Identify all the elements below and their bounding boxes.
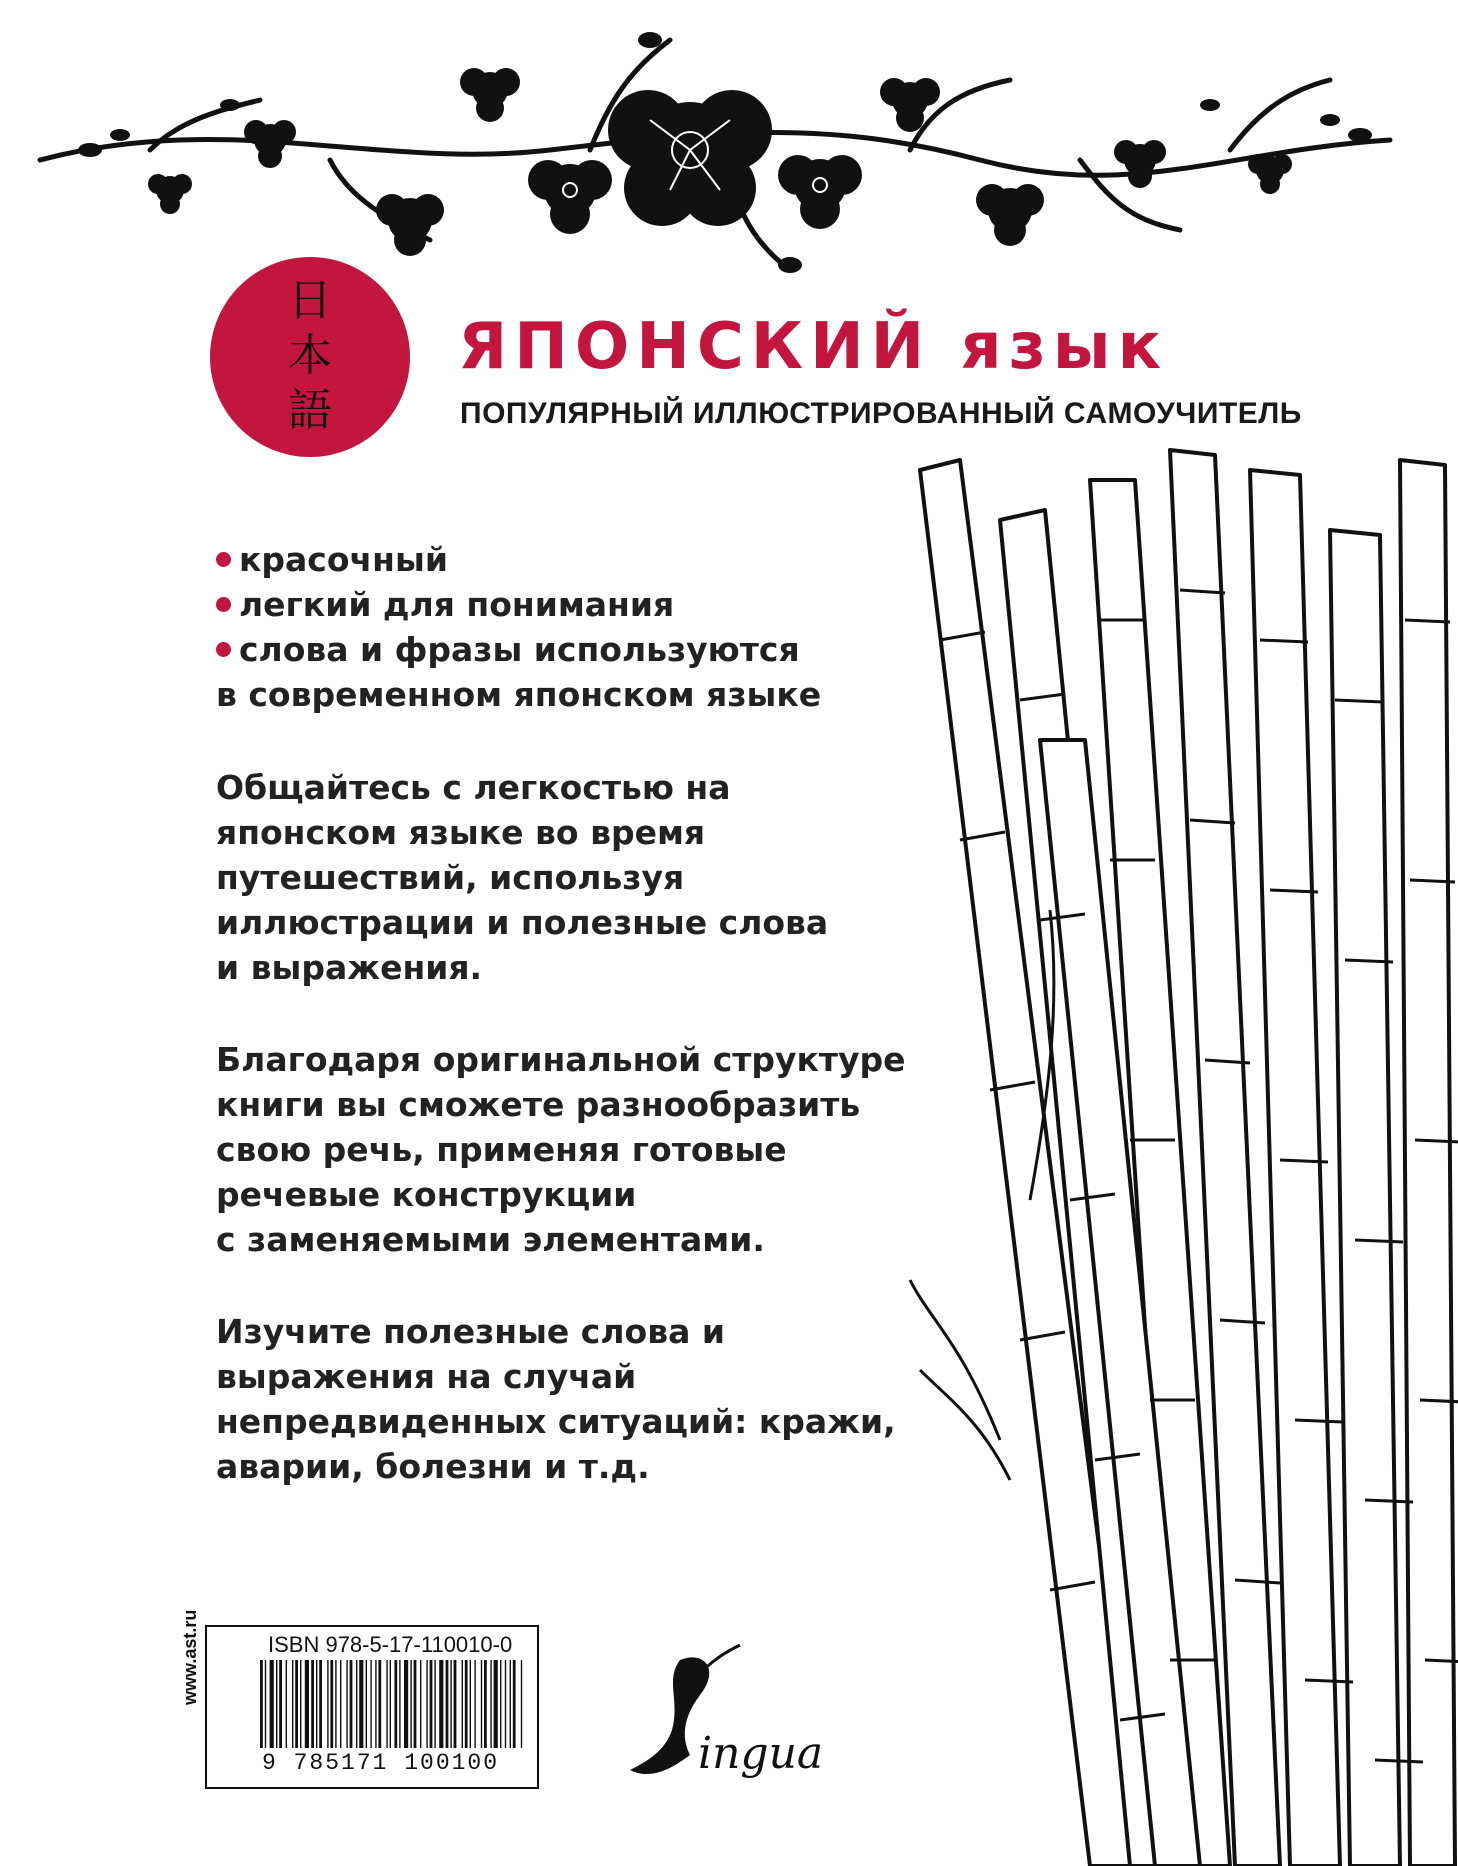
barcode-bar: [513, 1660, 516, 1748]
paragraph-line: речевые конструкции: [216, 1175, 637, 1214]
svg-text:ingua: ingua: [698, 1728, 824, 1779]
bullet-icon: [216, 552, 231, 567]
barcode-bar: [430, 1660, 433, 1748]
barcode-bar: [481, 1660, 482, 1748]
barcode-bar: [335, 1660, 336, 1748]
paragraph-line: непредвиденных ситуаций: кражи,: [216, 1402, 896, 1441]
book-subtitle: ПОПУЛЯРНЫЙ ИЛЛЮСТРИРОВАННЫЙ САМОУЧИТЕЛЬ: [460, 397, 1302, 430]
paragraph-line: и выражения.: [216, 948, 483, 987]
isbn-text: ISBN 978-5-17-110010-0: [268, 1632, 513, 1657]
kanji-char: 語: [288, 385, 332, 436]
barcode-bars: [258, 1660, 526, 1748]
barcode-bar: [311, 1660, 314, 1748]
publisher-website: www.ast.ru: [180, 1609, 200, 1705]
paragraph-line: японском языке во время: [216, 813, 706, 852]
barcode-bar: [300, 1660, 301, 1748]
barcode-bar: [494, 1660, 498, 1748]
barcode-bar: [375, 1660, 376, 1748]
barcode-bar: [434, 1660, 435, 1748]
barcode-bar: [470, 1660, 471, 1748]
barcode-bar: [450, 1660, 451, 1748]
barcode-bar: [465, 1660, 468, 1748]
bamboo-illustration: [880, 440, 1458, 1866]
barcode-bar: [295, 1660, 298, 1748]
barcode-bar: [404, 1660, 408, 1748]
barcode-bar: [276, 1660, 277, 1748]
paragraph-line: выражения на случай: [216, 1357, 637, 1396]
barcode-bar: [474, 1660, 475, 1748]
barcode-bar: [462, 1660, 463, 1748]
paragraph-line: с заменяемыми элементами.: [216, 1220, 765, 1259]
barcode-bar: [346, 1660, 347, 1748]
barcode-bar: [386, 1660, 387, 1748]
barcode-bar: [366, 1660, 367, 1748]
barcode-bar: [446, 1660, 449, 1748]
barcode-bar: [327, 1660, 328, 1748]
feature-item: красочный: [216, 540, 448, 579]
barcode-bar: [490, 1660, 491, 1748]
barcode-bar: [356, 1660, 357, 1748]
barcode-bar: [260, 1660, 263, 1748]
barcode-bar: [292, 1660, 293, 1748]
barcode-bar: [426, 1660, 427, 1748]
red-circle-emblem: [210, 257, 410, 457]
barcode-bar: [414, 1660, 417, 1748]
barcode-bar: [279, 1660, 282, 1748]
paragraph-line: книги вы сможете разнообразить: [216, 1085, 861, 1124]
barcode-bar: [399, 1660, 400, 1748]
cherry-blossom-ornament: [30, 10, 1400, 310]
barcode-bar: [319, 1660, 322, 1748]
barcode-bar: [316, 1660, 317, 1748]
barcode-bar: [340, 1660, 341, 1748]
bullet-icon: [216, 597, 231, 612]
feature-item-continued: в современном японском языке: [216, 675, 822, 714]
barcode-bar: [270, 1660, 274, 1748]
barcode-bar: [500, 1660, 501, 1748]
paragraph-line: путешествий, используя: [216, 858, 685, 897]
kanji-char: 日: [288, 275, 332, 326]
paragraph-line: Общайтесь с легкостью на: [216, 768, 731, 807]
feature-item: легкий для понимания: [216, 585, 674, 624]
feature-item: слова и фразы используются: [216, 630, 800, 669]
barcode-bar: [510, 1660, 511, 1748]
barcode-bar: [521, 1660, 522, 1748]
barcode-bar: [410, 1660, 411, 1748]
barcode-bar: [484, 1660, 487, 1748]
barcode-bar: [370, 1660, 371, 1748]
barcode-bar: [390, 1660, 391, 1748]
barcode-bar: [330, 1660, 333, 1748]
barcode-bar: [420, 1660, 421, 1748]
paragraph-line: Благодаря оригинальной структуре: [216, 1040, 906, 1079]
paragraph-line: Изучите полезные слова и: [216, 1312, 725, 1351]
barcode-bar: [286, 1660, 287, 1748]
paragraph-line: аварии, болезни и т.д.: [216, 1447, 650, 1486]
lingua-logo: [610, 1640, 850, 1800]
barcode-bar: [439, 1660, 443, 1748]
bullet-icon: [216, 642, 231, 657]
barcode-bar: [454, 1660, 457, 1748]
barcode-bar: [359, 1660, 363, 1748]
book-title: ЯПОНСКИЙ язык: [458, 310, 1169, 384]
paragraph-line: свою речь, применяя готовые: [216, 1130, 787, 1169]
barcode-bar: [305, 1660, 309, 1748]
kanji-char: 本: [288, 330, 332, 381]
paragraph-line: иллюстрации и полезные слова: [216, 903, 829, 942]
barcode-bar: [505, 1660, 506, 1748]
barcode-bar: [350, 1660, 353, 1748]
barcode-number: 9 785171 100100: [262, 1750, 500, 1776]
barcode-bar: [394, 1660, 397, 1748]
barcode-bar: [378, 1660, 381, 1748]
barcode-bar: [265, 1660, 266, 1748]
